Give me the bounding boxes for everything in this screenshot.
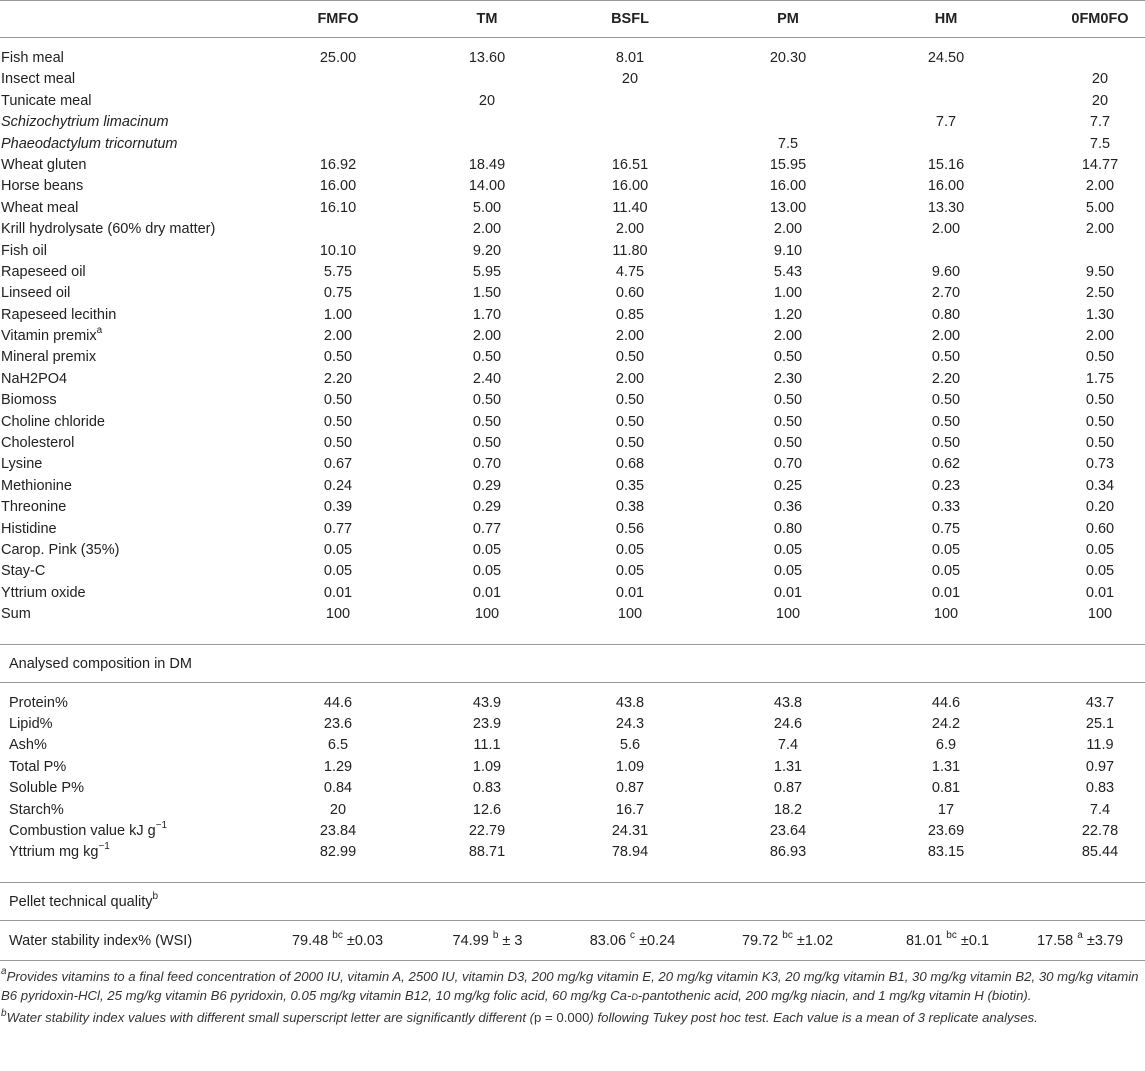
table-cell: 0.75: [931, 520, 961, 537]
table-cell: 0.29: [472, 499, 502, 516]
table-cell: 2.70: [931, 285, 961, 302]
table-cell: 0.50: [323, 392, 353, 409]
wsi-label: Water stability index% (WSI): [9, 932, 193, 949]
table-cell: 14.77: [1081, 156, 1119, 173]
table-cell: 2.00: [323, 328, 353, 345]
table-cell: 0.77: [323, 520, 353, 537]
row-label: Stay-C: [1, 563, 46, 580]
table-cell: 24.50: [927, 50, 965, 66]
table-row: [0, 821, 1145, 842]
table-row: [0, 693, 1145, 714]
table-row: [0, 347, 1145, 368]
row-label: Schizochytrium limacinum: [1, 114, 169, 131]
table-row: [0, 735, 1145, 756]
row-label: Choline chloride: [1, 413, 105, 430]
table-cell: 11.40: [612, 199, 648, 216]
table-cell: 0.84: [323, 780, 353, 797]
table-row: [0, 583, 1145, 604]
column-header: PM: [777, 11, 799, 27]
table-cell: 0.25: [773, 477, 803, 494]
table-cell: 25.1: [1085, 715, 1115, 732]
table-cell: 20: [478, 92, 496, 109]
row-label: Yttrium oxide: [1, 584, 86, 601]
table-row: [0, 48, 1145, 69]
row-label: Total P%: [9, 758, 67, 775]
table-cell: 0.77: [472, 520, 502, 537]
table-cell: 86.93: [769, 844, 807, 861]
table-cell: 1.09: [615, 758, 645, 775]
table-cell: 7.4: [1089, 801, 1111, 818]
table-cell: 24.2: [931, 715, 961, 732]
table-row: [0, 155, 1145, 176]
table-row: [0, 69, 1145, 90]
table-cell: 24.31: [611, 822, 649, 839]
table-cell: 0.80: [773, 520, 803, 537]
table-row: [0, 540, 1145, 561]
table-cell: 0.05: [773, 541, 803, 558]
table-cell: 0.50: [472, 392, 502, 409]
table-cell: 2.00: [615, 328, 645, 345]
row-label: NaH2PO4: [1, 370, 68, 387]
table-row: [0, 369, 1145, 390]
table-cell: 20: [621, 71, 639, 88]
table-cell: 85.44: [1081, 844, 1119, 861]
table-cell: 9.50: [1085, 263, 1115, 280]
table-cell: 2.50: [1085, 285, 1115, 302]
table-cell: 0.60: [1085, 520, 1115, 537]
analysed-section: [0, 693, 1145, 864]
table-cell: 0.50: [1085, 435, 1115, 452]
table-cell: 82.99: [319, 844, 357, 861]
table-cell: 2.00: [472, 328, 502, 345]
table-cell: 2.00: [931, 221, 961, 238]
table-row: [0, 112, 1145, 133]
table-row: [0, 561, 1145, 582]
table-cell: 10.10: [319, 242, 357, 259]
table-cell: 0.50: [323, 349, 353, 366]
table-cell: 100: [617, 606, 643, 623]
table-cell: 2.00: [615, 221, 645, 238]
table-cell: 23.84: [319, 822, 357, 839]
table-cell: 0.50: [931, 392, 961, 409]
table-cell: 5.95: [472, 263, 502, 280]
table-cell: 11.80: [612, 242, 648, 259]
row-label: Biomoss: [1, 392, 57, 409]
table-row: [0, 497, 1145, 518]
wsi-cell: 81.01 $^{bc}$ ±0.1: [905, 929, 990, 949]
row-label: Mineral premix: [1, 349, 97, 366]
column-header: 0FM0FO: [1071, 11, 1129, 27]
table-cell: 9.60: [931, 263, 961, 280]
table-cell: 2.00: [615, 370, 645, 387]
table-cell: 11.9: [1086, 737, 1114, 754]
table-cell: 0.05: [323, 563, 353, 580]
table-cell: 5.6: [619, 737, 641, 754]
row-label: Carop. Pink (35%): [1, 541, 120, 558]
column-header: TM: [476, 11, 498, 27]
table-cell: 0.70: [472, 456, 502, 473]
table-cell: 100: [775, 606, 801, 623]
row-label: Starch%: [9, 801, 64, 818]
table-cell: 0.05: [1085, 541, 1115, 558]
table-cell: 1.70: [472, 306, 502, 323]
table-cell: 0.29: [472, 477, 502, 494]
table-cell: 0.50: [615, 413, 645, 430]
table-row: [0, 219, 1145, 240]
table-cell: 0.34: [1085, 477, 1115, 494]
table-cell: 100: [325, 606, 351, 623]
table-cell: 0.50: [472, 349, 502, 366]
table-row: [0, 91, 1145, 112]
table-cell: 0.23: [931, 477, 961, 494]
table-cell: 78.94: [611, 844, 649, 861]
table-row: [0, 176, 1145, 197]
table-cell: 13.30: [927, 199, 965, 216]
table-cell: 0.50: [773, 349, 803, 366]
table-cell: 22.79: [468, 822, 506, 839]
table-cell: 0.50: [931, 435, 961, 452]
table-cell: 2.20: [323, 370, 353, 387]
table-cell: 2.30: [773, 370, 803, 387]
table-cell: 20: [1091, 71, 1109, 88]
column-header: FMFO: [317, 11, 359, 27]
row-label: Insect meal: [1, 71, 76, 88]
table-cell: 1.20: [773, 306, 803, 323]
table-cell: 0.97: [1085, 758, 1115, 775]
row-label: Lipid%: [9, 715, 53, 732]
table-cell: 1.29: [323, 758, 353, 775]
table-cell: 0.50: [773, 413, 803, 430]
row-label: Lysine: [1, 456, 43, 473]
table-cell: 0.05: [931, 563, 961, 580]
table-cell: 0.62: [931, 456, 961, 473]
table-cell: 25.00: [319, 50, 357, 66]
table-cell: 20: [329, 801, 347, 818]
table-cell: 0.01: [615, 584, 645, 601]
table-cell: 0.85: [615, 306, 645, 323]
table-cell: 0.50: [615, 392, 645, 409]
wsi-cell: 79.72 $^{bc}$ ±1.02: [741, 929, 834, 949]
table-cell: 0.50: [323, 413, 353, 430]
table-cell: 12.6: [472, 801, 502, 818]
table-cell: 2.00: [773, 328, 803, 345]
table-cell: 11.1: [473, 737, 501, 754]
wsi-cell: 17.58 $^a$ ±3.79: [1036, 929, 1124, 949]
table-cell: 13.60: [468, 50, 506, 66]
row-label: Ash%: [9, 737, 47, 754]
wsi-cell: 83.06 $^c$ ±0.24: [589, 929, 676, 949]
table-row: [0, 390, 1145, 411]
table-cell: 0.20: [1085, 499, 1115, 516]
table-cell: 0.01: [472, 584, 502, 601]
row-label: Vitamin premix$^a$: [1, 325, 103, 345]
table-cell: 1.50: [472, 285, 502, 302]
table-cell: 0.87: [773, 780, 803, 797]
table-row: [0, 326, 1145, 347]
table-cell: 0.36: [773, 499, 803, 516]
table-cell: 0.01: [931, 584, 961, 601]
table-cell: 0.33: [931, 499, 961, 516]
table-cell: 1.00: [323, 306, 353, 323]
row-label: Phaeodactylum tricornutum: [1, 135, 178, 152]
table-cell: 0.87: [615, 780, 645, 797]
table-row: [0, 476, 1145, 497]
table-cell: 0.05: [472, 563, 502, 580]
table-row: [0, 519, 1145, 540]
table-cell: 44.6: [931, 694, 961, 711]
table-cell: 0.50: [615, 435, 645, 452]
table-cell: 13.00: [769, 199, 807, 216]
table-cell: 2.00: [472, 221, 502, 238]
table-row: [0, 198, 1145, 219]
table-row: [0, 433, 1145, 454]
table-cell: 22.78: [1081, 822, 1119, 839]
table-cell: 100: [474, 606, 500, 623]
row-label: Tunicate meal: [1, 92, 92, 109]
row-label: Yttrium mg $kg^{-1}$: [9, 841, 110, 861]
table-cell: 7.7: [1089, 114, 1111, 131]
table-cell: 0.50: [1085, 392, 1115, 409]
table-cell: 0.80: [931, 306, 961, 323]
table-row: [0, 305, 1145, 326]
table-cell: 0.50: [931, 349, 961, 366]
row-label: Wheat meal: [1, 199, 79, 216]
row-label: Rapeseed lecithin: [1, 306, 117, 323]
table-cell: 0.68: [615, 456, 645, 473]
table-cell: 0.75: [323, 285, 353, 302]
table-cell: 0.67: [323, 456, 353, 473]
pellet-section-title: Pellet technical quality$^b$: [0, 882, 1145, 921]
table-cell: 0.70: [773, 456, 803, 473]
table-row: [0, 757, 1145, 778]
row-label: Threonine: [1, 499, 67, 516]
table-cell: 16.00: [611, 178, 649, 195]
table-cell: 0.50: [323, 435, 353, 452]
table-header: [0, 0, 1145, 38]
row-label: Combustion value kJ $g^{-1}$: [9, 820, 168, 839]
table-cell: 9.20: [472, 242, 502, 259]
wsi-cell: 79.48 $^{bc}$ ±0.03: [291, 929, 384, 949]
table-cell: 1.09: [472, 758, 502, 775]
row-label: Linseed oil: [1, 285, 71, 302]
table-cell: 0.05: [472, 541, 502, 558]
table-cell: 0.50: [931, 413, 961, 430]
table-cell: 43.7: [1085, 694, 1115, 711]
table-cell: 23.69: [927, 822, 965, 839]
column-header: HM: [934, 11, 958, 27]
column-header: BSFL: [611, 11, 649, 27]
footnote-b: $^b$Water stability index values with different small superscript letter are significantly different (p = 0.000) following Tukey post hoc test. Each value is a mean of 3 replicate analyses.: [1, 1007, 1038, 1026]
table-cell: 24.3: [615, 715, 645, 732]
table-cell: 5.00: [1085, 199, 1115, 216]
table-cell: 18.2: [773, 801, 803, 818]
table-cell: 43.8: [773, 694, 803, 711]
table-cell: 2.00: [1085, 328, 1115, 345]
table-cell: 0.35: [615, 477, 645, 494]
table-cell: 16.7: [615, 801, 645, 818]
table-row: [0, 412, 1145, 433]
table-cell: 20: [1091, 92, 1109, 109]
wsi-cell: 74.99 $^b$ ± 3: [452, 929, 523, 949]
table-cell: 0.05: [615, 541, 645, 558]
table-cell: 23.64: [769, 822, 807, 839]
table-cell: 2.40: [472, 370, 502, 387]
table-cell: 1.31: [773, 758, 803, 775]
table-cell: 20.30: [769, 50, 807, 66]
table-cell: 16.00: [319, 178, 357, 195]
table-cell: 23.9: [472, 715, 502, 732]
table-cell: 16.92: [319, 156, 357, 173]
table-cell: 0.05: [773, 563, 803, 580]
table-row: [0, 454, 1145, 475]
table-cell: 23.6: [323, 715, 353, 732]
row-label: Histidine: [1, 520, 57, 537]
table-row: [0, 800, 1145, 821]
row-label: Horse beans: [1, 178, 84, 195]
row-label: Rapeseed oil: [1, 263, 86, 280]
table-cell: 5.43: [773, 263, 803, 280]
table-cell: 18.49: [468, 156, 506, 173]
table-cell: 16.00: [927, 178, 965, 195]
table-cell: 100: [933, 606, 959, 623]
table-cell: 0.50: [472, 435, 502, 452]
table-cell: 16.00: [769, 178, 807, 195]
table-cell: 0.50: [1085, 349, 1115, 366]
table-cell: 0.01: [1085, 584, 1115, 601]
table-cell: 8.01: [615, 50, 645, 66]
row-label: Sum: [1, 606, 31, 623]
row-label: Protein%: [9, 694, 68, 711]
table-cell: 0.50: [773, 392, 803, 409]
row-label: Methionine: [1, 477, 72, 494]
table-row: [0, 604, 1145, 625]
table-cell: 1.31: [931, 758, 961, 775]
table-cell: 16.51: [611, 156, 649, 173]
table-cell: 2.00: [773, 221, 803, 238]
table-cell: 7.7: [935, 114, 957, 131]
table-row: [0, 241, 1145, 262]
table-cell: 0.50: [615, 349, 645, 366]
row-label: Wheat gluten: [1, 156, 87, 173]
table-cell: 6.9: [935, 737, 957, 754]
table-cell: 0.50: [472, 413, 502, 430]
table-cell: 100: [1087, 606, 1113, 623]
table-cell: 7.5: [1089, 135, 1111, 152]
row-label: Cholesterol: [1, 435, 75, 452]
table-cell: 0.01: [773, 584, 803, 601]
table-cell: 1.00: [773, 285, 803, 302]
table-cell: 0.05: [323, 541, 353, 558]
table-cell: 24.6: [773, 715, 803, 732]
analysed-section-title: Analysed composition in DM: [0, 644, 1145, 683]
table-cell: 14.00: [468, 178, 506, 195]
table-cell: 0.60: [615, 285, 645, 302]
table-cell: 5.00: [472, 199, 502, 216]
table-cell: 1.75: [1085, 370, 1115, 387]
table-cell: 7.4: [777, 737, 799, 754]
table-cell: 0.05: [931, 541, 961, 558]
table-cell: 0.38: [615, 499, 645, 516]
table-cell: 0.83: [472, 780, 502, 797]
table-cell: 43.8: [615, 694, 645, 711]
table-cell: 0.24: [323, 477, 353, 494]
ingredients-section: [0, 48, 1145, 626]
table-cell: 0.83: [1085, 780, 1115, 797]
table-cell: 0.01: [323, 584, 353, 601]
table-cell: 83.15: [927, 844, 965, 861]
row-label: Soluble P%: [9, 780, 84, 797]
table-row: [0, 714, 1145, 735]
wsi-row: [0, 921, 1145, 961]
table-cell: 4.75: [615, 263, 645, 280]
table-cell: 0.81: [931, 780, 961, 797]
row-label: Krill hydrolysate (60% dry matter): [1, 221, 216, 238]
table-cell: 2.00: [1085, 178, 1115, 195]
table-cell: 0.56: [615, 520, 645, 537]
table-row: [0, 842, 1145, 863]
table-cell: 6.5: [327, 737, 349, 754]
table-cell: 2.00: [931, 328, 961, 345]
table-cell: 7.5: [777, 135, 799, 152]
row-label: Fish oil: [1, 242, 47, 259]
table-cell: 43.9: [472, 694, 502, 711]
table-cell: 0.05: [615, 563, 645, 580]
table-row: [0, 262, 1145, 283]
table-cell: 44.6: [323, 694, 353, 711]
table-cell: 1.30: [1085, 306, 1115, 323]
footnote-a: $^a$Provides vitamins to a final feed concentration of 2000 IU, vitamin A, 2500 IU, vitamin D3, 200 mg/kg vitamin E, 20 mg/kg vitamin K3, 20 mg/kg vitamin B1, 30 mg/kg vitamin B2, 30 mg/kg vitamin B6 pyridoxin-HCl, 25 mg/kg vitamin B6 pyridoxin, 0.05 mg/kg vitamin B12, 10 mg/kg folic acid, 60 mg/kg Ca-d-pantothenic acid, 200 mg/kg niacin, and 1 mg/kg vitamin H (biotin).: [1, 966, 1139, 1003]
table-cell: 0.50: [773, 435, 803, 452]
table-cell: 17: [937, 801, 955, 818]
table-cell: 15.16: [927, 156, 965, 173]
footnotes: [0, 961, 1145, 1028]
table-cell: 0.73: [1085, 456, 1115, 473]
table-cell: 0.50: [1085, 413, 1115, 430]
table-cell: 88.71: [468, 844, 506, 861]
table-cell: 9.10: [773, 242, 803, 259]
table-cell: 0.05: [1085, 563, 1115, 580]
table-cell: 15.95: [769, 156, 807, 173]
table-row: [0, 134, 1145, 155]
table-cell: 2.00: [1085, 221, 1115, 238]
table-cell: 0.39: [323, 499, 353, 516]
table-cell: 5.75: [323, 263, 353, 280]
row-label: Fish meal: [1, 50, 64, 66]
table-cell: 16.10: [319, 199, 357, 216]
table-row: [0, 778, 1145, 799]
table-row: [0, 283, 1145, 304]
table-cell: 2.20: [931, 370, 961, 387]
